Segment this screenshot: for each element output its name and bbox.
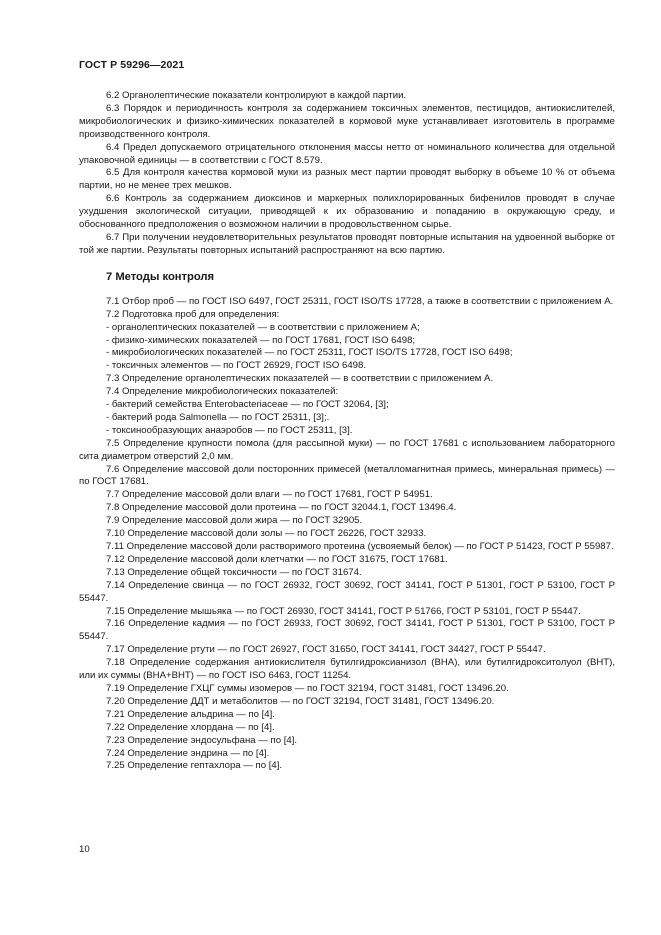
paragraph-7-2: 7.2 Подготовка проб для определения: <box>106 308 280 320</box>
list-item: - микробиологических показателей — по ГОСТ 25311, ГОСТ ISO/TS 17728, ГОСТ ISO 6498; <box>106 347 513 359</box>
paragraph: 7.8 Определение массовой доли протеина — по ГОСТ 32044.1, ГОСТ 13496.4. <box>106 502 457 514</box>
paragraph: 7.24 Определение эндрина — по [4]. <box>106 747 270 759</box>
list-item: - токсинообразующих анаэробов — по ГОСТ 25311, [3]. <box>106 424 353 436</box>
paragraph: 7.20 Определение ДДТ и метаболитов — по ГОСТ 32194, ГОСТ 31481, ГОСТ 13496.20. <box>106 695 495 707</box>
paragraph: 7.5 Определение крупности помола (для рассыпной муки) — по ГОСТ 17681 с использованием лабораторного сита диаметром отверстий 2,0 мм. <box>79 437 615 462</box>
paragraph: 6.6 Контроль за содержанием диоксинов и маркерных полихлорированных бифенилов проводят в случае ухудшения экологической ситуации, приводящей к их образованию и попаданию в окружающую среду, и обоснованного предположения о возможном наличии в продовольственном сырье. <box>79 193 615 231</box>
section-7-heading: 7 Методы контроля <box>106 270 215 283</box>
paragraph: 7.13 Определение общей токсичности — по ГОСТ 31674. <box>106 566 362 578</box>
document-body <box>79 90 615 773</box>
paragraph: 7.23 Определение эндосульфана — по [4]. <box>106 734 298 746</box>
paragraph-7-3: 7.3 Определение органолептических показателей — в соответствии с приложением А. <box>106 373 494 385</box>
paragraph: 7.21 Определение альдрина — по [4]. <box>106 708 275 720</box>
page-number: 10 <box>79 844 90 855</box>
paragraph: 7.11 Определение массовой доли растворимого протеина (усвояемый белок) — по ГОСТ Р 51423, ГОСТ Р 55987. <box>106 541 614 552</box>
section-7-items <box>79 438 615 774</box>
paragraph: 7.19 Определение ГХЦГ суммы изомеров — по ГОСТ 32194, ГОСТ 31481, ГОСТ 13496.20. <box>106 682 509 694</box>
document-header: ГОСТ Р 59296—2021 <box>79 59 185 71</box>
paragraph: 6.7 При получении неудовлетворительных результатов проводят повторные испытания на удвоенной выборке от той же партии. Результаты повторных испытаний распространяют на всю партию. <box>79 231 615 256</box>
paragraph: 6.2 Органолептические показатели контролируют в каждой партии. <box>106 90 407 101</box>
paragraph: 7.14 Определение свинца — по ГОСТ 26932, ГОСТ 30692, ГОСТ 34141, ГОСТ Р 51301, ГОСТ Р 53100, ГОСТ Р 55447. <box>79 579 615 604</box>
paragraph: 7.7 Определение массовой доли влаги — по ГОСТ 17681, ГОСТ Р 54951. <box>106 489 433 501</box>
list-7-2 <box>79 322 615 374</box>
paragraph: 7.18 Определение содержания антиокислителя бутилгидроксианизол (ВНА), или бутилгидрокситолуол (ВНТ), или их суммы (ВНА+ВНТ) — по ГОСТ ISO 6463, ГОСТ 11254. <box>79 657 615 682</box>
paragraph: 7.22 Определение хлордана — по [4]. <box>106 721 275 733</box>
paragraph: 7.9 Определение массовой доли жира — по ГОСТ 32905. <box>106 515 363 527</box>
paragraph: 7.12 Определение массовой доли клетчатки — по ГОСТ 31675, ГОСТ 17681. <box>106 553 448 565</box>
paragraph: 7.6 Определение массовой доли посторонних примесей (металломагнитная примесь, минеральная примесь) — по ГОСТ 17681. <box>79 463 615 488</box>
paragraph: 7.10 Определение массовой доли золы — по ГОСТ 26226, ГОСТ 32933. <box>106 528 427 540</box>
paragraph: 7.25 Определение гептахлора — по [4]. <box>106 760 283 772</box>
paragraph-7-1: 7.1 Отбор проб — по ГОСТ ISO 6497, ГОСТ 25311, ГОСТ ISO/TS 17728, а также в соответствии с приложением А. <box>106 295 614 307</box>
list-7-4 <box>79 399 615 438</box>
paragraph-7-4: 7.4 Определение микробиологических показателей: <box>106 386 339 398</box>
list-item: - органолептических показателей — в соответствии с приложением А; <box>106 321 420 333</box>
list-item: - бактерий рода Salmonella — по ГОСТ 25311, [3];. <box>106 411 330 423</box>
list-item: - физико-химических показателей — по ГОСТ 17681, ГОСТ ISO 6498; <box>106 334 416 346</box>
paragraph: 7.17 Определение ртути — по ГОСТ 26927, ГОСТ 31650, ГОСТ 34141, ГОСТ 34427, ГОСТ Р 55447. <box>106 644 546 656</box>
section-6-items <box>79 90 615 258</box>
paragraph: 6.4 Предел допускаемого отрицательного отклонения массы нетто от номинального количества для отдельной упаковочной единицы — в соответствии с ГОСТ 8.579. <box>79 141 615 166</box>
paragraph: 6.3 Порядок и периодичность контроля за содержанием токсичных элементов, пестицидов, антиокислителей, микробиологических и физико-химических показателей в кормовой муке устанавливает изготовитель в программе производственного контроля. <box>79 102 615 140</box>
paragraph: 6.5 Для контроля качества кормовой муки из разных мест партии проводят выборку в объеме 10 % от объема партии, но не менее трех мешков. <box>79 167 615 192</box>
list-item: - бактерий семейства Enterobacteriaceae — по ГОСТ 32064, [3]; <box>106 399 389 411</box>
list-item: - токсичных элементов — по ГОСТ 26929, ГОСТ ISO 6498. <box>106 360 366 372</box>
paragraph: 7.15 Определение мышьяка — по ГОСТ 26930, ГОСТ 34141, ГОСТ Р 51766, ГОСТ Р 53101, ГОСТ Р 55447. <box>106 605 581 617</box>
paragraph: 7.16 Определение кадмия — по ГОСТ 26933, ГОСТ 30692, ГОСТ 34141, ГОСТ Р 51301, ГОСТ Р 53100, ГОСТ Р 55447. <box>79 618 615 643</box>
